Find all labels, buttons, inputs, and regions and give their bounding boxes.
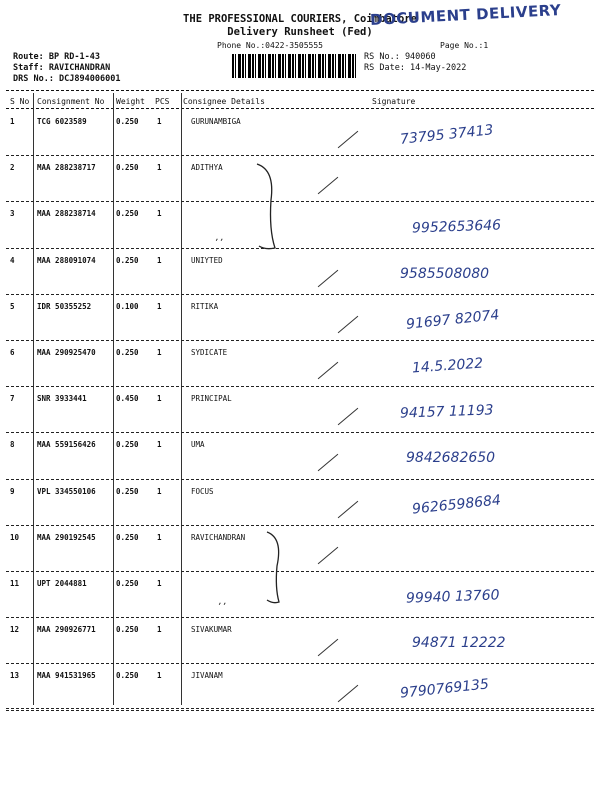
- row-signature: 14.5.2022: [411, 355, 484, 377]
- check-tick-mark: [318, 177, 339, 194]
- row-separator: [6, 340, 594, 341]
- row-pieces: 1: [157, 117, 162, 126]
- col-pcs: PCS: [155, 97, 170, 106]
- row-weight: 0.250: [116, 486, 139, 496]
- check-tick-mark: [318, 454, 339, 471]
- row-consignment-number: MAA 288091074: [37, 255, 96, 265]
- row-pieces: 1: [157, 163, 162, 173]
- check-tick-mark: [338, 685, 359, 702]
- col-consignment: Consignment No: [37, 97, 105, 106]
- col-divider: [33, 93, 34, 705]
- row-signature: 94871 12222: [412, 635, 506, 652]
- row-serial-number: 9: [10, 486, 15, 496]
- row-weight: 0.250: [116, 348, 139, 357]
- runsheet-title: Delivery Runsheet (Fed): [227, 26, 373, 38]
- row-pieces: 1: [157, 348, 162, 357]
- row-consignee-name: ADITHYA: [191, 163, 223, 173]
- row-consignment-number: TCG 6023589: [37, 117, 87, 126]
- row-serial-number: 13: [10, 671, 20, 681]
- row-separator: [6, 294, 594, 295]
- row-serial-number: 11: [10, 579, 20, 588]
- bracket-mark-rows-10-11: [265, 528, 295, 608]
- ditto-mark: ,,: [215, 233, 225, 242]
- row-consignment-number: MAA 290192545: [37, 532, 96, 542]
- row-pieces: 1: [157, 255, 162, 265]
- col-divider: [113, 93, 114, 705]
- header-rule-top: [6, 90, 594, 91]
- row-consignee-name: SIVAKUMAR: [191, 625, 232, 635]
- row-serial-number: 6: [10, 348, 15, 357]
- row-serial-number: 5: [10, 301, 15, 311]
- row-consignment-number: MAA 941531965: [37, 671, 96, 681]
- row-pieces: 1: [157, 209, 162, 219]
- col-divider: [181, 93, 182, 705]
- row-weight: 0.250: [116, 117, 139, 126]
- col-signature: Signature: [372, 97, 416, 106]
- row-consignment-number: VPL 334550106: [37, 486, 96, 496]
- col-weight: Weight: [116, 97, 145, 106]
- row-pieces: 1: [157, 579, 162, 588]
- row-weight: 0.250: [116, 209, 139, 219]
- check-tick-mark: [318, 639, 339, 656]
- check-tick-mark: [338, 408, 359, 425]
- row-weight: 0.250: [116, 625, 139, 635]
- row-serial-number: 8: [10, 440, 15, 450]
- row-signature: 9626598684: [411, 491, 502, 518]
- row-serial-number: 10: [10, 532, 20, 542]
- row-signature: 91697 82074: [405, 306, 501, 333]
- row-signature: 9790769135: [399, 676, 490, 703]
- table-end-rule: [6, 708, 594, 709]
- row-consignee-name: GURUNAMBIGA: [191, 117, 241, 126]
- row-signature: 9952653646: [411, 217, 502, 237]
- row-serial-number: 3: [10, 209, 15, 219]
- company-name: THE PROFESSIONAL COURIERS, Coimbatore: [183, 13, 417, 25]
- row-pieces: 1: [157, 486, 162, 496]
- row-separator: [6, 432, 594, 433]
- row-separator: [6, 571, 594, 572]
- row-weight: 0.250: [116, 163, 139, 173]
- staff-label: Staff: RAVICHANDRAN: [13, 63, 111, 73]
- row-weight: 0.100: [116, 301, 139, 311]
- row-consignment-number: MAA 290926771: [37, 625, 96, 635]
- route-label: Route: BP RD-1-43: [13, 52, 100, 62]
- row-serial-number: 12: [10, 625, 20, 635]
- row-separator: [6, 248, 594, 249]
- check-tick-mark: [318, 362, 339, 379]
- row-weight: 0.250: [116, 671, 139, 681]
- check-tick-mark: [338, 500, 359, 517]
- row-consignment-number: UPT 2044881: [37, 579, 87, 588]
- row-signature: 9585508080: [400, 265, 490, 282]
- row-weight: 0.250: [116, 579, 139, 588]
- row-separator: [6, 710, 594, 711]
- row-separator: [6, 201, 594, 202]
- row-separator: [6, 617, 594, 618]
- row-consignment-number: MAA 559156426: [37, 440, 96, 450]
- row-weight: 0.250: [116, 440, 139, 450]
- row-pieces: 1: [157, 394, 162, 404]
- row-consignment-number: MAA 288238714: [37, 209, 96, 219]
- document-delivery-stamp: DOCUMENT DELIVERY: [369, 1, 562, 29]
- drs-number: DRS No.: DCJ894006001: [13, 74, 121, 84]
- row-signature: 73795 37413: [399, 122, 495, 148]
- row-separator: [6, 525, 594, 526]
- bracket-mark-rows-2-3: [255, 160, 285, 255]
- check-tick-mark: [338, 316, 359, 333]
- row-consignee-name: UMA: [191, 440, 205, 450]
- row-consignment-number: IDR 50355252: [37, 301, 92, 311]
- row-separator: [6, 663, 594, 664]
- check-tick-mark: [338, 131, 359, 148]
- page-number: Page No.:1: [440, 41, 489, 50]
- barcode: [232, 54, 356, 78]
- row-separator: [6, 479, 594, 480]
- check-tick-mark: [318, 269, 339, 286]
- row-pieces: 1: [157, 671, 162, 681]
- rs-date: RS Date: 14-May-2022: [364, 63, 467, 73]
- row-consignee-name: PRINCIPAL: [191, 394, 232, 404]
- row-signature: 9842682650: [406, 450, 496, 467]
- check-tick-mark: [318, 547, 339, 564]
- row-pieces: 1: [157, 532, 162, 542]
- row-separator: [6, 155, 594, 156]
- row-serial-number: 7: [10, 394, 15, 404]
- col-sno: S No: [10, 97, 30, 106]
- row-pieces: 1: [157, 301, 162, 311]
- row-consignee-name: UNIYTED: [191, 255, 223, 265]
- row-signature: 99940 13760: [405, 587, 500, 607]
- header-rule-bottom: [6, 108, 594, 109]
- row-consignee-name: JIVANAM: [191, 671, 223, 681]
- row-consignment-number: MAA 290925470: [37, 348, 96, 357]
- row-weight: 0.250: [116, 532, 139, 542]
- row-consignment-number: MAA 288238717: [37, 163, 96, 173]
- row-weight: 0.450: [116, 394, 139, 404]
- row-pieces: 1: [157, 625, 162, 635]
- row-consignee-name: SYDICATE: [191, 348, 228, 357]
- row-weight: 0.250: [116, 255, 139, 265]
- row-consignment-number: SNR 3933441: [37, 394, 87, 404]
- row-consignee-name: RITIKA: [191, 301, 219, 311]
- row-pieces: 1: [157, 440, 162, 450]
- phone-number: Phone No.:0422-3505555: [217, 41, 323, 50]
- row-serial-number: 4: [10, 255, 15, 265]
- row-separator: [6, 386, 594, 387]
- rs-number: RS No.: 940060: [364, 52, 436, 62]
- ditto-mark: ,,: [218, 597, 228, 606]
- row-signature: 94157 11193: [399, 402, 494, 422]
- row-consignee-name: RAVICHANDRAN: [191, 532, 246, 542]
- col-consignee: Consignee Details: [183, 97, 265, 106]
- row-serial-number: 2: [10, 163, 15, 173]
- row-consignee-name: FOCUS: [191, 486, 214, 496]
- row-serial-number: 1: [10, 117, 15, 126]
